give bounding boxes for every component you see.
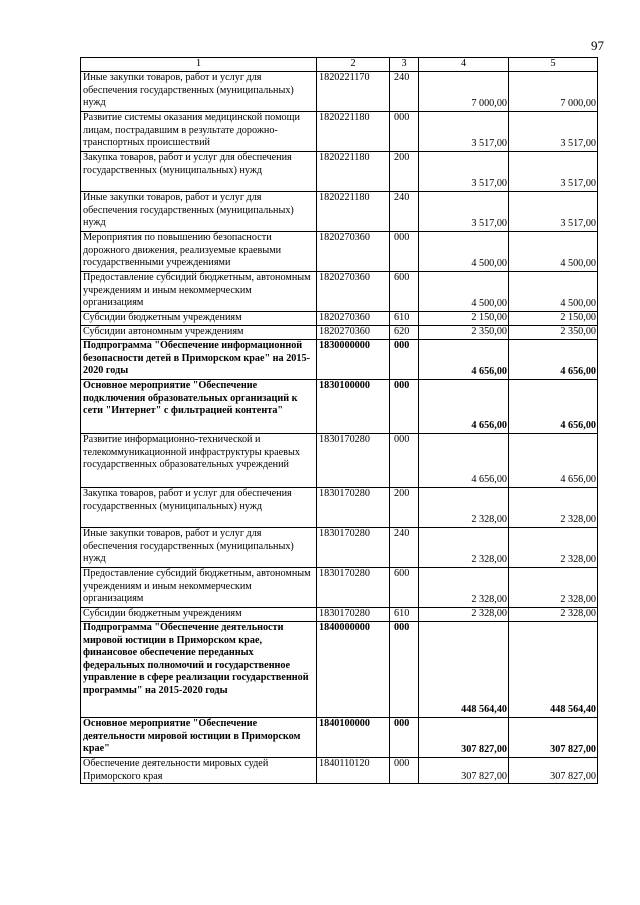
- row-amount-2: 7 000,00: [509, 72, 598, 112]
- row-name: Мероприятия по повышению безопасности дорожного движения, реализуемые краевыми государственными учреждениями: [81, 232, 317, 272]
- table-row: [81, 488, 598, 528]
- row-amount-1: 2 328,00: [419, 568, 509, 608]
- row-name: Основное мероприятие "Обеспечение деятельности мировой юстиции в Приморском крае": [81, 718, 317, 758]
- table-row: [81, 568, 598, 608]
- row-amount-2: 3 517,00: [509, 152, 598, 192]
- table-row: [81, 72, 598, 112]
- row-expense-type: 000: [390, 434, 419, 488]
- row-amount-2: 3 517,00: [509, 112, 598, 152]
- row-expense-type: 000: [390, 622, 419, 718]
- row-target-code: 1830170280: [317, 568, 390, 608]
- row-amount-1: 2 328,00: [419, 608, 509, 622]
- row-amount-2: 2 328,00: [509, 568, 598, 608]
- row-amount-1: 2 328,00: [419, 488, 509, 528]
- row-expense-type: 000: [390, 340, 419, 380]
- row-expense-type: 000: [390, 380, 419, 434]
- row-name: Предоставление субсидий бюджетным, автономным учреждениям и иным некоммерческим организациям: [81, 272, 317, 312]
- row-target-code: 1820270360: [317, 326, 390, 340]
- table-row: [81, 608, 598, 622]
- row-expense-type: 600: [390, 568, 419, 608]
- row-amount-2: 4 500,00: [509, 232, 598, 272]
- table-row: [81, 326, 598, 340]
- row-amount-1: 2 328,00: [419, 528, 509, 568]
- row-amount-1: 307 827,00: [419, 758, 509, 784]
- row-target-code: 1830170280: [317, 434, 390, 488]
- column-header-amount-2: 5: [509, 58, 598, 72]
- row-amount-2: 4 656,00: [509, 434, 598, 488]
- table-row: [81, 232, 598, 272]
- row-expense-type: 610: [390, 608, 419, 622]
- row-name: Субсидии автономным учреждениям: [81, 326, 317, 340]
- row-amount-2: 2 328,00: [509, 528, 598, 568]
- row-amount-2: 2 350,00: [509, 326, 598, 340]
- table-row: [81, 192, 598, 232]
- column-header-name: 1: [81, 58, 317, 72]
- row-expense-type: 240: [390, 72, 419, 112]
- row-expense-type: 600: [390, 272, 419, 312]
- row-name: Закупка товаров, работ и услуг для обеспечения государственных (муниципальных) нужд: [81, 152, 317, 192]
- table-row: [81, 272, 598, 312]
- row-target-code: 1830170280: [317, 608, 390, 622]
- row-amount-2: 307 827,00: [509, 758, 598, 784]
- table-row: [81, 622, 598, 718]
- row-amount-1: 4 656,00: [419, 380, 509, 434]
- row-name: Иные закупки товаров, работ и услуг для обеспечения государственных (муниципальных) нужд: [81, 72, 317, 112]
- row-expense-type: 610: [390, 312, 419, 326]
- row-amount-2: 448 564,40: [509, 622, 598, 718]
- row-name: Подпрограмма "Обеспечение информационной безопасности детей в Приморском крае" на 2015-2020 годы: [81, 340, 317, 380]
- table-row: [81, 340, 598, 380]
- row-amount-2: 307 827,00: [509, 718, 598, 758]
- row-target-code: 1820221170: [317, 72, 390, 112]
- table-row: [81, 152, 598, 192]
- row-amount-1: 2 350,00: [419, 326, 509, 340]
- row-amount-2: 3 517,00: [509, 192, 598, 232]
- table-row: [81, 758, 598, 784]
- table-row: [81, 312, 598, 326]
- row-name: Иные закупки товаров, работ и услуг для обеспечения государственных (муниципальных) нужд: [81, 192, 317, 232]
- row-target-code: 1830170280: [317, 488, 390, 528]
- row-amount-1: 4 500,00: [419, 272, 509, 312]
- row-name: Основное мероприятие "Обеспечение подключения образовательных организаций к сети "Интернет" с фильтрацией контента": [81, 380, 317, 434]
- row-name: Иные закупки товаров, работ и услуг для обеспечения государственных (муниципальных) нужд: [81, 528, 317, 568]
- row-amount-2: 4 500,00: [509, 272, 598, 312]
- row-target-code: 1840100000: [317, 718, 390, 758]
- page-number: 97: [591, 38, 604, 53]
- row-amount-1: 307 827,00: [419, 718, 509, 758]
- row-target-code: 1820270360: [317, 312, 390, 326]
- row-amount-1: 4 656,00: [419, 434, 509, 488]
- row-amount-1: 2 150,00: [419, 312, 509, 326]
- row-amount-1: 4 500,00: [419, 232, 509, 272]
- row-target-code: 1820270360: [317, 272, 390, 312]
- row-amount-2: 4 656,00: [509, 340, 598, 380]
- row-amount-1: 3 517,00: [419, 112, 509, 152]
- table-header-row: [81, 58, 598, 72]
- row-amount-1: 7 000,00: [419, 72, 509, 112]
- row-target-code: 1830100000: [317, 380, 390, 434]
- table-row: [81, 434, 598, 488]
- column-header-expense-type: 3: [390, 58, 419, 72]
- row-target-code: 1820221180: [317, 192, 390, 232]
- column-header-amount-1: 4: [419, 58, 509, 72]
- row-name: Обеспечение деятельности мировых судей Приморского края: [81, 758, 317, 784]
- row-expense-type: 240: [390, 528, 419, 568]
- row-expense-type: 240: [390, 192, 419, 232]
- row-amount-2: 2 328,00: [509, 608, 598, 622]
- row-expense-type: 200: [390, 488, 419, 528]
- table-row: [81, 528, 598, 568]
- row-expense-type: 620: [390, 326, 419, 340]
- row-name: Развитие информационно-технической и телекоммуникационной инфраструктуры краевых государственных образовательных учреждений: [81, 434, 317, 488]
- row-target-code: 1830000000: [317, 340, 390, 380]
- row-expense-type: 000: [390, 758, 419, 784]
- table-row: [81, 112, 598, 152]
- row-name: Закупка товаров, работ и услуг для обеспечения государственных (муниципальных) нужд: [81, 488, 317, 528]
- row-target-code: 1820221180: [317, 112, 390, 152]
- row-name: Субсидии бюджетным учреждениям: [81, 608, 317, 622]
- row-expense-type: 000: [390, 718, 419, 758]
- row-expense-type: 000: [390, 112, 419, 152]
- row-amount-1: 4 656,00: [419, 340, 509, 380]
- row-target-code: 1830170280: [317, 528, 390, 568]
- row-amount-2: 2 150,00: [509, 312, 598, 326]
- row-name: Подпрограмма "Обеспечение деятельности мировой юстиции в Приморском крае, финансовое обеспечение переданных федеральных полномочий и государственное управление в сфере реализации государственной программы" на 2015-2020 годы: [81, 622, 317, 718]
- row-name: Предоставление субсидий бюджетным, автономным учреждениям и иным некоммерческим организациям: [81, 568, 317, 608]
- row-expense-type: 200: [390, 152, 419, 192]
- row-target-code: 1840110120: [317, 758, 390, 784]
- column-header-code: 2: [317, 58, 390, 72]
- table-row: [81, 380, 598, 434]
- table-row: [81, 718, 598, 758]
- row-name: Развитие системы оказания медицинской помощи лицам, пострадавшим в результате дорожно-транспортных происшествий: [81, 112, 317, 152]
- row-amount-2: 2 328,00: [509, 488, 598, 528]
- row-amount-1: 3 517,00: [419, 192, 509, 232]
- row-target-code: 1820221180: [317, 152, 390, 192]
- row-amount-2: 4 656,00: [509, 380, 598, 434]
- row-target-code: 1840000000: [317, 622, 390, 718]
- row-expense-type: 000: [390, 232, 419, 272]
- row-name: Субсидии бюджетным учреждениям: [81, 312, 317, 326]
- row-amount-1: 3 517,00: [419, 152, 509, 192]
- budget-table: [80, 57, 598, 784]
- row-target-code: 1820270360: [317, 232, 390, 272]
- row-amount-1: 448 564,40: [419, 622, 509, 718]
